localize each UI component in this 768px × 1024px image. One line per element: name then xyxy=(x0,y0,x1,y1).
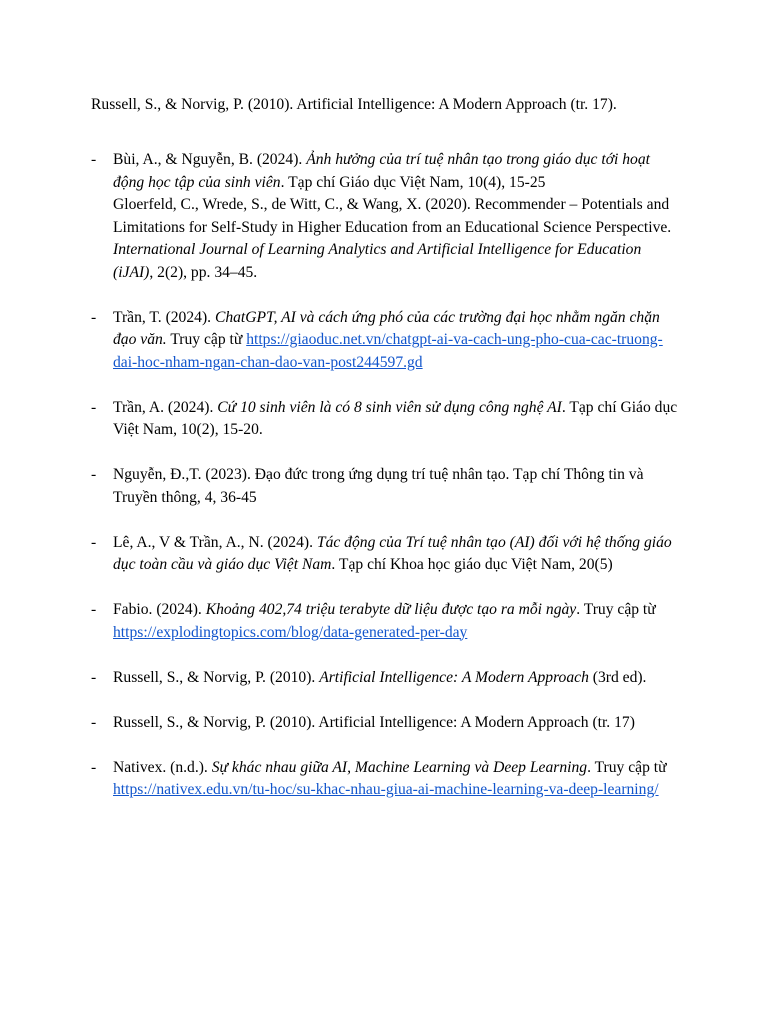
reference-item xyxy=(91,464,681,509)
reference-authors: Bùi, A., & Nguyễn, B. (2024). xyxy=(113,151,307,168)
reference-continuation xyxy=(113,194,681,284)
list-dash: - xyxy=(91,398,97,416)
reference-title: Khoảng 402,74 triệu terabyte dữ liệu được tạo ra mỗi ngày xyxy=(205,601,577,618)
reference-title: Tác động của Trí tuệ nhân tạo (AI) đối với hệ thống giáo dục toàn cầu và giáo dục Việt Nam xyxy=(113,533,672,573)
reference-item xyxy=(91,712,681,735)
reference-text: Nguyễn, Đ.,T. (2023). Đạo đức trong ứng dụng trí tuệ nhân tạo. Tạp chí Thông tin và Truyền thông, 4, 36-45 xyxy=(113,466,644,506)
reference-title: ChatGPT, AI và cách ứng phó của các trường đại học nhằm ngăn chặn đạo văn. xyxy=(113,308,660,348)
reference-authors: Trần, A. (2024). xyxy=(113,398,218,416)
reference-source: . Truy cập từ xyxy=(576,601,656,618)
reference-title: Artificial Intelligence: A Modern Approach xyxy=(319,668,589,686)
reference-title: Cứ 10 sinh viên là có 8 sinh viên sử dụng công nghệ AI xyxy=(217,398,562,416)
list-dash: - xyxy=(91,533,97,551)
reference-item xyxy=(91,397,681,442)
reference-authors: Trần, T. (2024). xyxy=(113,308,215,326)
reference-source: (3rd ed). xyxy=(588,668,647,686)
list-dash: - xyxy=(91,466,97,483)
reference-authors: Lê, A., V & Trần, A., N. (2024). xyxy=(113,533,317,551)
reference-link[interactable]: https://giaoduc.net.vn/chatgpt-ai-va-cach-ung-pho-cua-cac-truong-dai-hoc-nham-ngan-chan-dao-van-post244597.gd xyxy=(113,331,663,371)
reference-item xyxy=(91,149,681,284)
reference-list xyxy=(91,149,681,824)
list-dash: - xyxy=(91,713,97,731)
reference-source: . Tạp chí Khoa học giáo dục Việt Nam, 20(5) xyxy=(331,556,613,573)
reference-item xyxy=(91,599,681,644)
reference-authors: Russell, S., & Norvig, P. (2010). xyxy=(113,668,320,686)
list-dash: - xyxy=(91,758,97,776)
reference-authors: Nativex. (n.d.). xyxy=(113,758,212,776)
reference-link[interactable]: https://explodingtopics.com/blog/data-generated-per-day xyxy=(113,623,468,641)
reference-source: . Tạp chí Giáo dục Việt Nam, 10(4), 15-25 xyxy=(280,173,546,191)
reference-item xyxy=(91,307,681,375)
reference-title: Ảnh hưởng của trí tuệ nhân tạo trong giáo dục tới hoạt động học tập của sinh viên xyxy=(113,151,650,191)
reference-authors: Fabio. (2024). xyxy=(113,601,206,618)
reference-source: . Truy cập từ xyxy=(587,758,667,776)
list-dash: - xyxy=(91,151,97,168)
reference-source: . Tạp chí Giáo dục Việt Nam, 10(2), 15-20. xyxy=(113,398,678,438)
reference-item xyxy=(91,532,681,577)
reference-title: Sự khác nhau giữa AI, Machine Learning và Deep Learning xyxy=(211,758,588,776)
reference-authors: Gloerfeld, C., Wrede, S., de Witt, C., & Wang, X. (2020). Recommender – Potentials and Limitations for Self-Study in Higher Education from an Educational Science Perspective. xyxy=(113,196,672,236)
reference-item xyxy=(91,667,681,690)
reference-title: International Journal of Learning Analytics and Artificial Intelligence for Education (iJAI) xyxy=(113,241,642,281)
reference-paragraph: Russell, S., & Norvig, P. (2010). Artificial Intelligence: A Modern Approach (tr. 17). xyxy=(91,96,617,113)
reference-source: Truy cập từ xyxy=(166,331,247,348)
reference-item xyxy=(91,757,681,802)
reference-source: , 2(2), pp. 34–45. xyxy=(149,263,258,281)
reference-text: Russell, S., & Norvig, P. (2010). Artificial Intelligence: A Modern Approach (tr. 17) xyxy=(113,713,635,731)
list-dash: - xyxy=(91,308,97,326)
list-dash: - xyxy=(91,601,97,618)
reference-link[interactable]: https://nativex.edu.vn/tu-hoc/su-khac-nhau-giua-ai-machine-learning-va-deep-learning/ xyxy=(113,781,659,798)
list-dash: - xyxy=(91,668,97,686)
